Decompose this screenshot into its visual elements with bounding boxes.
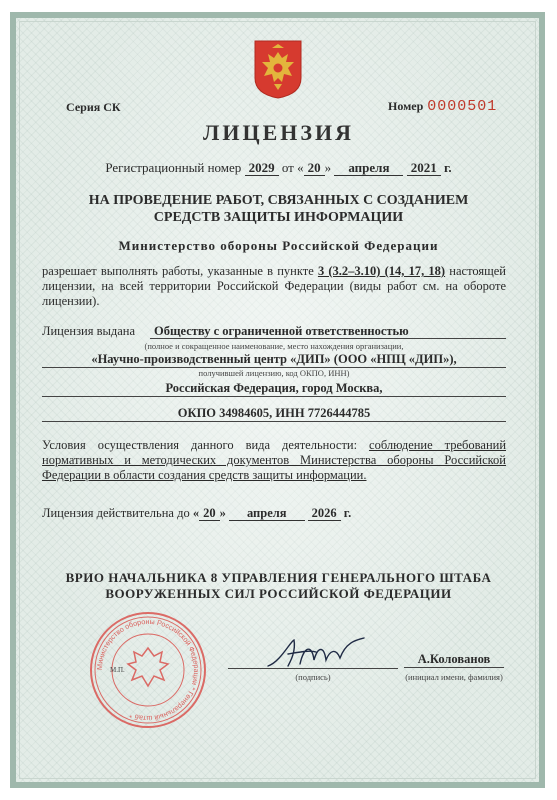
registration-year: 2021 xyxy=(407,160,441,176)
license-number xyxy=(388,98,497,115)
registration-month: апреля xyxy=(334,160,403,176)
document-title: ЛИЦЕНЗИЯ xyxy=(202,120,354,145)
licensee-line-1: Обществу с ограниченной ответственностью xyxy=(150,324,506,339)
validity-year: 2026 xyxy=(308,506,341,521)
validity-line xyxy=(42,506,351,521)
registration-day: 20 xyxy=(304,160,325,176)
seal-ring-text: Министерство обороны Российской Федерации * Генеральный штаб * xyxy=(94,616,202,724)
licensee-line-4: ОКПО 34984605, ИНН 7726444785 xyxy=(42,406,506,422)
number-label: Номер xyxy=(388,99,424,113)
signature-caption: (подпись) xyxy=(295,672,331,682)
russian-coat-of-arms-icon xyxy=(252,38,304,100)
subject-line-1: НА ПРОВЕДЕНИЕ РАБОТ, СВЯЗАННЫХ С СОЗДАНИЕМ xyxy=(88,193,469,208)
authority-line-1: ВРИО НАЧАЛЬНИКА 8 УПРАВЛЕНИЯ ГЕНЕРАЛЬНОГО ШТАБА xyxy=(65,570,492,585)
series-label: Серия СК xyxy=(66,100,121,114)
signatory-name: А.Колованов xyxy=(404,652,504,668)
conditions-paragraph xyxy=(42,438,506,483)
validity-year-suffix: г. xyxy=(343,506,352,520)
signature-line xyxy=(228,668,398,669)
permission-paragraph xyxy=(42,264,506,309)
validity-day: 20 xyxy=(199,506,220,521)
conditions-label: Условия осуществления данного вида деятельности: xyxy=(42,438,358,452)
registration-from: от « xyxy=(281,160,304,175)
licensee-note-2: получившей лицензию, код ОКПО, ИНН) xyxy=(198,368,350,378)
authority-line-2: ВООРУЖЕННЫХ СИЛ РОССИЙСКОЙ ФЕДЕРАЦИИ xyxy=(105,586,452,601)
permission-text-before: разрешает выполнять работы, указанные в пункте xyxy=(42,264,314,278)
signatory-name-caption: (инициал имени, фамилия) xyxy=(405,672,503,682)
ministry-name: Министерство обороны Российской Федерации xyxy=(118,238,439,253)
licensee-label: Лицензия выдана xyxy=(42,324,136,338)
validity-open-quote: « xyxy=(192,506,200,520)
licensee-note-1: (полное и сокращенное наименование, место нахождения организации, xyxy=(144,341,404,351)
official-seal-icon xyxy=(88,610,208,730)
license-subject xyxy=(40,192,517,226)
permission-items: 3 (3.2–3.10) (14, 17, 18) xyxy=(317,264,446,278)
validity-month: апреля xyxy=(229,506,305,521)
conditions-text: соблюдение требований нормативных и методических документов Министерства обороны Российской Федерации в области создания средств защиты информации. xyxy=(42,438,507,482)
registration-close-quote: » xyxy=(324,160,332,175)
number-value: 0000501 xyxy=(427,98,498,115)
licensee-line-2: «Научно-производственный центр «ДИП» (ООО «НПЦ «ДИП»), xyxy=(42,352,506,368)
registration-number: 2029 xyxy=(245,160,279,176)
registration-label: Регистрационный номер xyxy=(105,160,242,175)
validity-close-quote: » xyxy=(219,506,226,520)
permission-text-after: настоящей лицензии, на всей территории Российской Федерации (виды работ см. на обороте лицензии). xyxy=(42,264,506,308)
seal-mp: М.П. xyxy=(110,666,125,674)
registration-line xyxy=(0,160,557,176)
licensee-line-3: Российская Федерация, город Москва, xyxy=(42,381,506,397)
subject-line-2: СРЕДСТВ ЗАЩИТЫ ИНФОРМАЦИИ xyxy=(153,210,404,225)
issuing-authority xyxy=(40,570,517,602)
validity-label: Лицензия действительна до xyxy=(42,506,190,520)
registration-year-suffix: г. xyxy=(443,160,452,175)
